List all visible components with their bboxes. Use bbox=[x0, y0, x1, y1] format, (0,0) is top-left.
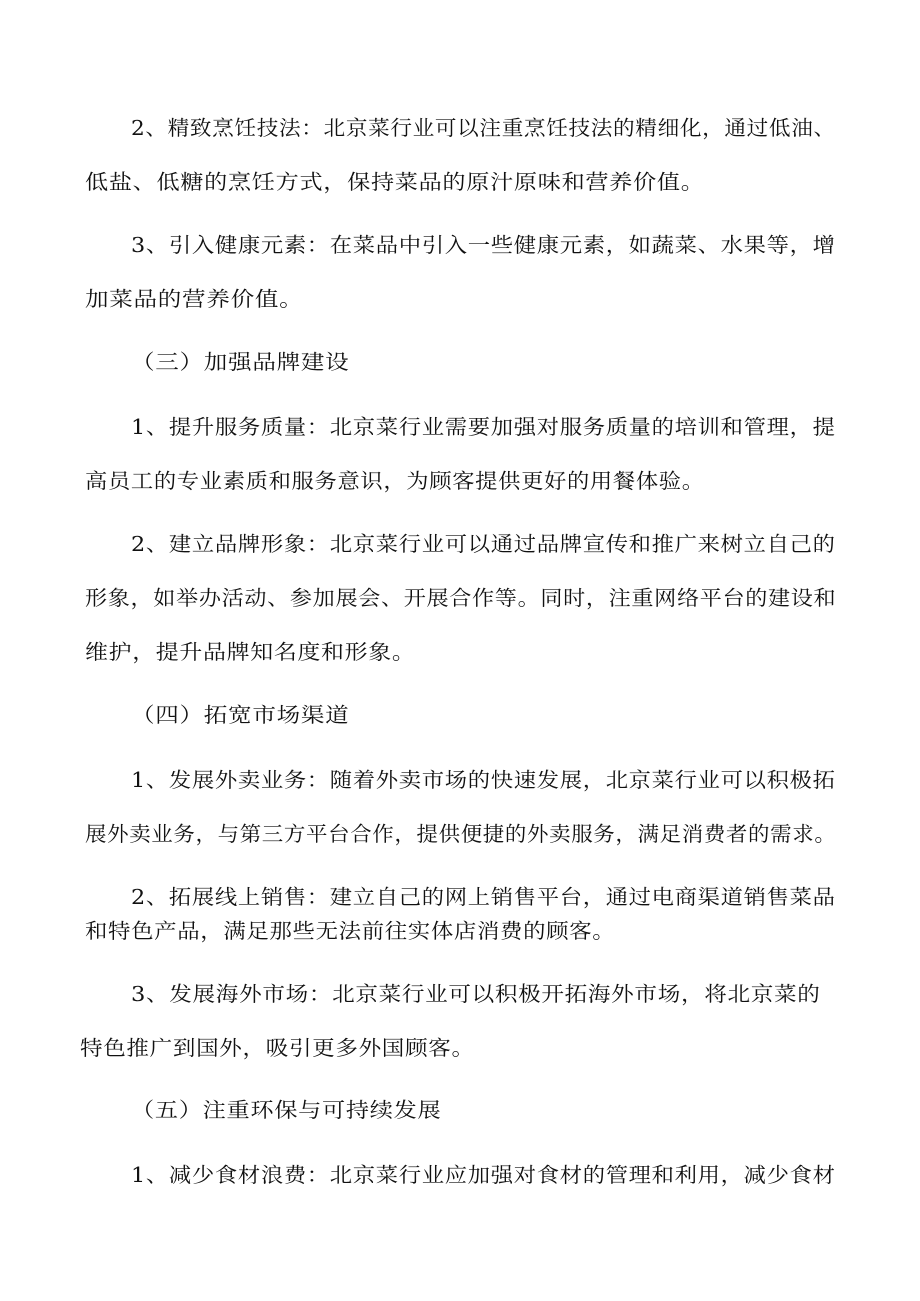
paragraph-line: 1、提升服务质量：北京菜行业需要加强对服务质量的培训和管理，提 bbox=[131, 415, 836, 439]
paragraph-line: 加菜品的营养价值。 bbox=[85, 287, 304, 311]
paragraph-line: 3、引入健康元素：在菜品中引入一些健康元素，如蔬菜、水果等，增 bbox=[131, 233, 836, 257]
paragraph-line: 2、拓展线上销售：建立自己的网上销售平台，通过电商渠道销售菜品 bbox=[131, 885, 836, 909]
paragraph-line: 特色推广到国外，吸引更多外国顾客。 bbox=[80, 1036, 475, 1060]
paragraph-line: 1、发展外卖业务：随着外卖市场的快速发展，北京菜行业可以积极拓 bbox=[131, 768, 836, 792]
section-heading: （四）拓宽市场渠道 bbox=[131, 703, 350, 727]
paragraph-line: 3、发展海外市场：北京菜行业可以积极开拓海外市场，将北京菜的 bbox=[131, 982, 821, 1006]
paragraph-line: 高员工的专业素质和服务意识，为顾客提供更好的用餐体验。 bbox=[85, 469, 705, 493]
paragraph-line: 维护，提升品牌知名度和形象。 bbox=[85, 640, 416, 664]
section-heading: （五）注重环保与可持续发展 bbox=[131, 1098, 442, 1122]
paragraph-line: 2、精致烹饪技法：北京菜行业可以注重烹饪技法的精细化，通过低油、 bbox=[131, 116, 836, 140]
paragraph-line: 2、建立品牌形象：北京菜行业可以通过品牌宣传和推广来树立自己的 bbox=[131, 532, 836, 556]
paragraph-line: 低盐、低糖的烹饪方式，保持菜品的原汁原味和营养价值。 bbox=[85, 170, 705, 194]
section-heading: （三）加强品牌建设 bbox=[131, 350, 350, 374]
paragraph-line: 展外卖业务，与第三方平台合作，提供便捷的外卖服务，满足消费者的需求。 bbox=[85, 822, 837, 846]
paragraph-line: 形象，如举办活动、参加展会、开展合作等。同时，注重网络平台的建设和 bbox=[85, 586, 837, 610]
paragraph-line: 1、减少食材浪费：北京菜行业应加强对食材的管理和利用，减少食材 bbox=[131, 1163, 836, 1187]
paragraph-line: 和特色产品，满足那些无法前往实体店消费的顾客。 bbox=[85, 919, 616, 943]
